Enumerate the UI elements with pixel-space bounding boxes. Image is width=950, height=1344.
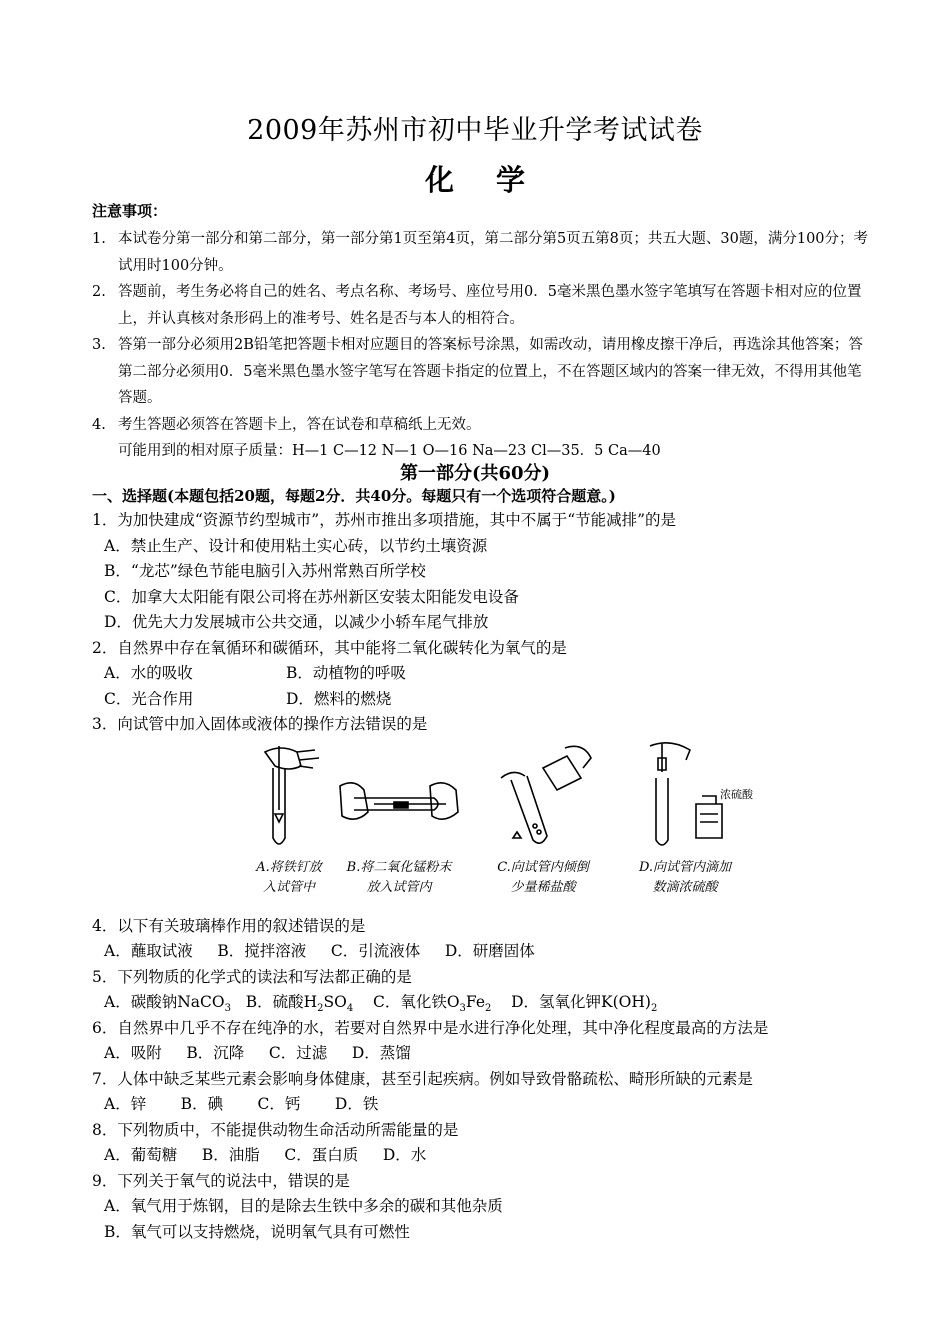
figure-b-caption-line2: 放入试管内 xyxy=(366,879,432,895)
question-9-option-a: A．氧气用于炼钢，目的是除去生铁中多余的碳和其他杂质 xyxy=(104,1197,503,1215)
question-2-stem: 2．自然界中存在氧循环和碳循环，其中能将二氧化碳转化为氧气的是 xyxy=(92,638,567,657)
dropper-sulfuric-acid-illustration xyxy=(610,738,760,858)
question-1-option-a: A．禁止生产、设计和使用粘土实心砖，以节约土壤资源 xyxy=(104,536,488,555)
note-item xyxy=(92,412,872,439)
question-5-options: A．碳酸钠NaCO$_3$ B．硫酸$H_2SO_4$ C．氧化铁$O_3Fe_2$ D．氢氧化钾$K(OH)_2$ xyxy=(104,993,658,1015)
note-text: 本试卷分第一部分和第二部分，第一部分第1页至第4页，第二部分第5页五第8页；共五大题、30题，满分100分；考试用时100分钟。 xyxy=(118,231,869,274)
question-5-option-a-name: A．碳酸钠 xyxy=(104,993,178,1011)
question-7-options: A．锌 B．碘 C．钙 D．铁 xyxy=(104,1095,379,1113)
figure-a-caption-line2: 入试管中 xyxy=(262,879,315,895)
question-2-option-c: C．光合作用 xyxy=(104,689,194,708)
note-number: 1. xyxy=(92,231,106,247)
subject-title: 化学 xyxy=(424,163,567,197)
question-9-option-b: B．氧气可以支持燃烧，说明氧气具有可燃性 xyxy=(104,1222,410,1241)
note-number: 3. xyxy=(92,337,106,353)
figure-a-caption-line1: A.将铁钉放 xyxy=(256,859,322,875)
note-text: 答题前，考生务必将自己的姓名、考点名称、考场号、座位号用0．5毫米黑色墨水签字笔填写在答题卡相对应的位置上，并认真核对条形码上的准考号、姓名是否与本人的相符合。 xyxy=(118,284,862,327)
figure-d-caption-line1: D.向试管内滴加 xyxy=(638,859,732,875)
question-2-option-b: B．动植物的呼吸 xyxy=(286,664,406,682)
questions xyxy=(92,508,882,1245)
question-5-option-c-name: C．氧化铁 xyxy=(372,993,447,1011)
exam-title: 2009年苏州市初中毕业升学考试试卷 xyxy=(247,115,703,146)
question-3-figures xyxy=(92,738,882,914)
note-number: 4. xyxy=(92,416,106,433)
figure-d xyxy=(600,738,770,914)
powder-spatula-illustration xyxy=(334,738,464,858)
question-2-option-d: D．燃料的燃烧 xyxy=(286,689,392,708)
note-item xyxy=(92,226,872,279)
acid-bottle-label: 浓硫酸 xyxy=(720,787,753,801)
question-6-stem: 6．自然界中几乎不存在纯净的水，若要对自然界中是水进行净化处理，其中净化程度最高的方法是 xyxy=(92,1018,769,1037)
atomic-masses: 可能用到的相对原子质量：H—1 C—12 N—1 O—16 Na—23 Cl—35．5 Ca—40 xyxy=(118,443,661,459)
formula: NaCO xyxy=(177,993,225,1011)
question-1-option-b: B．“龙芯”绿色节能电脑引入苏州常熟百所学校 xyxy=(104,562,426,580)
question-1-stem: 1．为加快建成“资源节约型城市”，苏州市推出多项措施，其中不属于“节能减排”的是 xyxy=(92,511,677,529)
question-2-option-a: A．水的吸收 xyxy=(104,664,193,682)
question-9-stem: 9．下列关于氧气的说法中，错误的是 xyxy=(92,1171,350,1190)
question-7-stem: 7．人体中缺乏某些元素会影响身体健康，甚至引起疾病。例如导致骨骼疏松、畸形所缺的元素是 xyxy=(92,1069,753,1088)
question-2-options-row1 xyxy=(92,661,882,687)
note-text: 答第一部分必须用2B铅笔把答题卡相对应题目的答案标号涂黑，如需改动，请用橡皮擦干净后，再选涂其他答案；答第二部分必须用0．5毫米黑色墨水签字笔写在答题卡指定的位置上，不在答题区域内的答案一律无效，不得用其他笔答题。 xyxy=(118,337,863,406)
note-number: 2. xyxy=(92,284,106,300)
question-4-stem: 4．以下有关玻璃棒作用的叙述错误的是 xyxy=(92,916,366,935)
section-heading: 一、选择题(本题包括20题，每题2分．共40分。每题只有一个选项符合题意。) xyxy=(92,487,616,505)
question-5-option-d-name: D．氢氧化钾 xyxy=(511,993,602,1011)
part-heading: 第一部分(共60分) xyxy=(399,463,551,484)
question-6-options: A．吸附 B．沉降 C．过滤 D．蒸馏 xyxy=(104,1044,411,1062)
question-8-options: A．葡萄糖 B．油脂 C．蛋白质 D．水 xyxy=(104,1146,427,1164)
figure-c-caption-line1: C.向试管内倾倒 xyxy=(497,859,589,875)
figure-c-caption-line2: 少量稀盐酸 xyxy=(510,879,576,895)
question-3-stem: 3．向试管中加入固体或液体的操作方法错误的是 xyxy=(92,715,428,733)
figure-b-caption-line1: B.将二氧化锰粉末 xyxy=(346,859,452,875)
notes-heading: 注意事项： xyxy=(92,202,168,220)
question-8-stem: 8．下列物质中，不能提供动物生命活动所需能量的是 xyxy=(92,1120,459,1139)
note-item xyxy=(92,332,872,412)
question-4-options: A．蘸取试液 B．搅拌溶液 C．引流液体 D．研磨固体 xyxy=(104,942,535,960)
question-1-option-c: C．加拿大太阳能有限公司将在苏州新区安装太阳能发电设备 xyxy=(104,587,519,606)
figure-d-caption-line2: 数滴浓硫酸 xyxy=(652,879,718,895)
question-1-option-d: D．优先大力发展城市公共交通，以减少小轿车尾气排放 xyxy=(104,613,489,631)
pouring-acid-illustration xyxy=(483,738,603,858)
question-5-stem: 5．下列物质的化学式的读法和写法都正确的是 xyxy=(92,967,412,986)
notes-list xyxy=(92,226,872,465)
question-2-options-row2 xyxy=(92,687,882,713)
note-text: 考生答题必须答在答题卡上，答在试卷和草稿纸上无效。 xyxy=(118,416,481,433)
note-item xyxy=(92,279,872,332)
question-5-option-b-name: B．硫酸 xyxy=(245,993,304,1011)
